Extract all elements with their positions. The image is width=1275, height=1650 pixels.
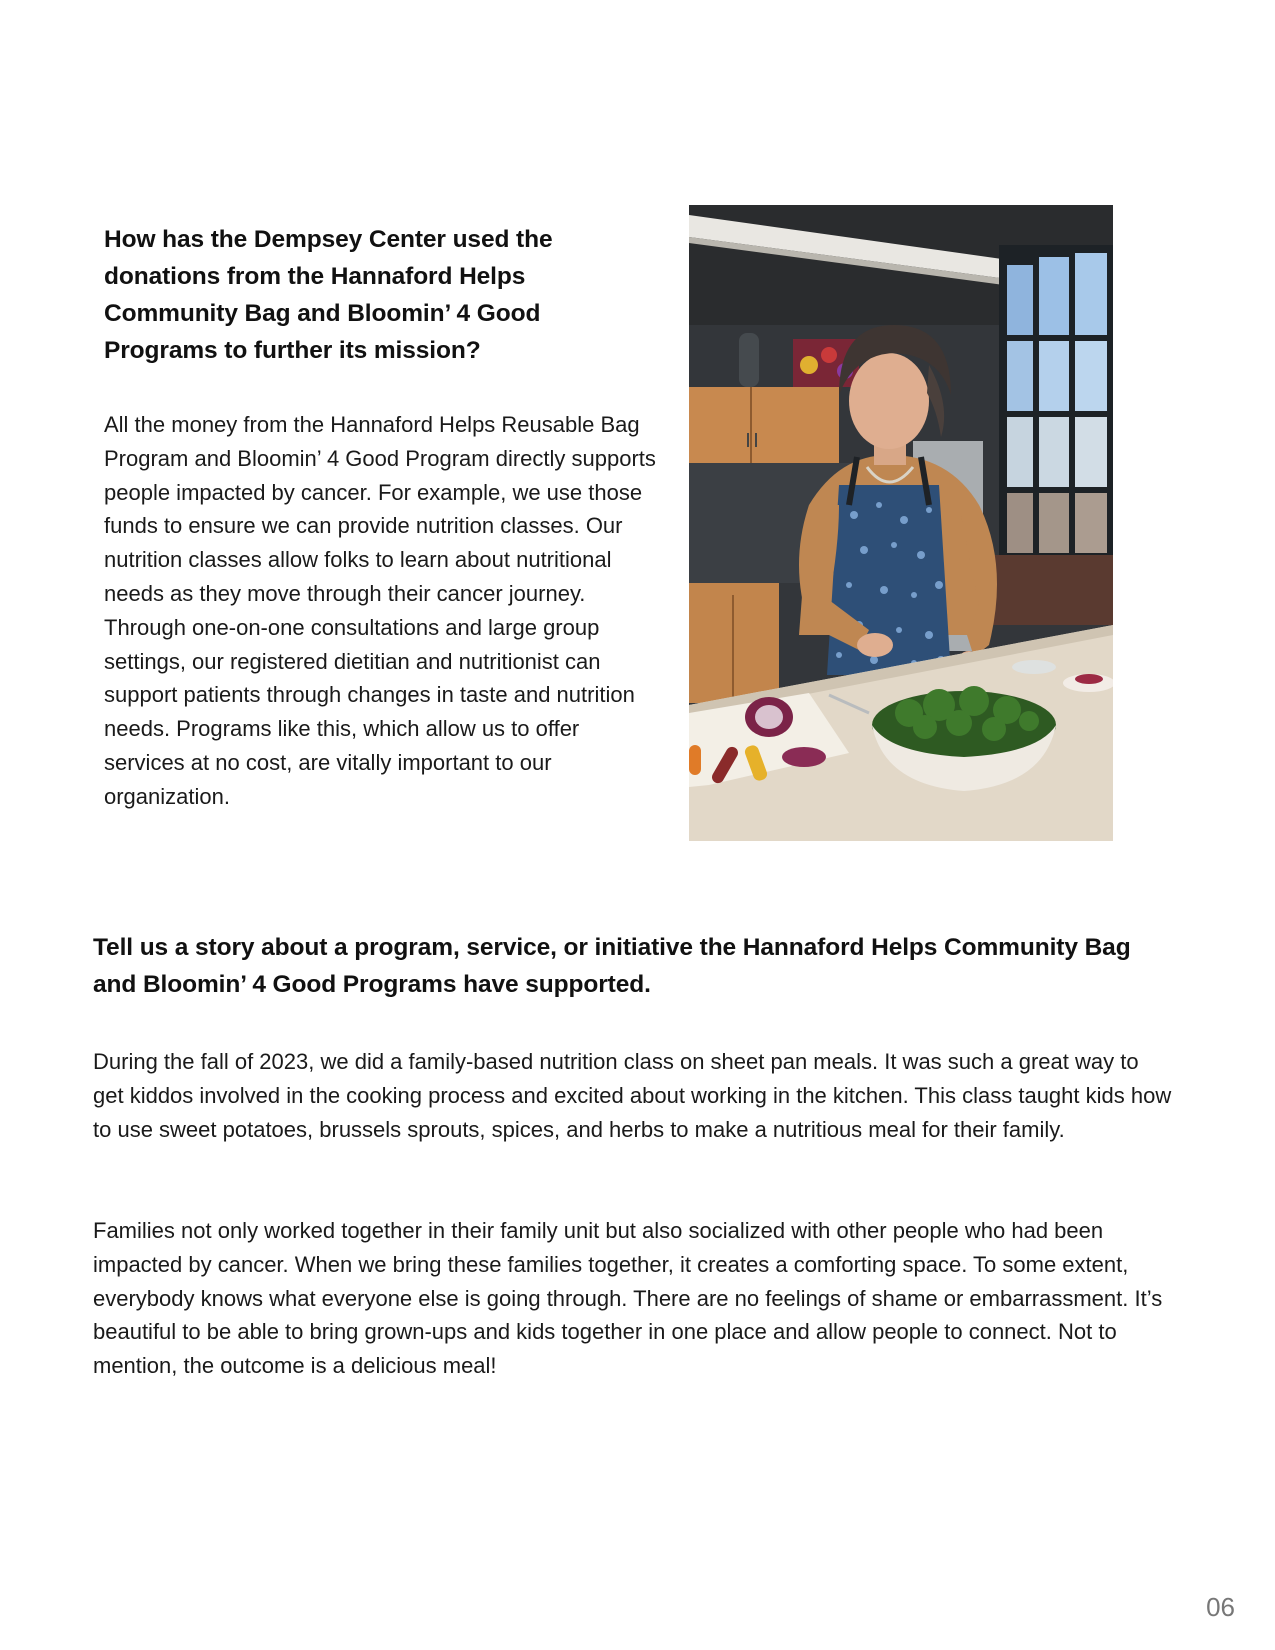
page-number: 06 [1206,1592,1235,1622]
question-heading-mission: How has the Dempsey Center used the donations from the Hannaford Helps Community Bag and Bloomin’ 4 Good Programs to further its mission? [104,226,553,364]
story-paragraph: Families not only worked together in their family unit but also socialized with other people who had been impacted by cancer. When we bring these families together, it creates a comforting space. To some extent, everybody knows what everyone else is going through. There are no feelings of shame or embarrassment. It’s beautiful to be able to bring grown-ups and kids together in one place and allow people to connect. Not to mention, the outcome is a delicious meal! [93,1218,1163,1379]
story-paragraph: During the fall of 2023, we did a family-based nutrition class on sheet pan meals. It was such a great way to get kiddos involved in the cooking process and excited about working in the kitchen. This class taught kids how to use sweet potatoes, brussels sprouts, spices, and herbs to make a nutritious meal for their family. [93,1049,1172,1142]
kitchen-photo [689,205,1113,841]
answer-mission-paragraph: All the money from the Hannaford Helps Reusable Bag Program and Bloomin’ 4 Good Program directly supports people impacted by cancer. For example, we use those funds to ensure we can provide nutrition classes. Our nutrition classes allow folks to learn about nutritional needs as they move through their cancer journey. Through one-on-one consultations and large group settings, our registered dietitian and nutritionist can support patients through changes in taste and nutrition needs. Programs like this, which allow us to offer services at no cost, are vitally important to our organization. [104,412,656,809]
question-heading-story: Tell us a story about a program, service, or initiative the Hannaford Helps Community Bag and Bloomin’ 4 Good Programs have supported. [93,934,1131,998]
